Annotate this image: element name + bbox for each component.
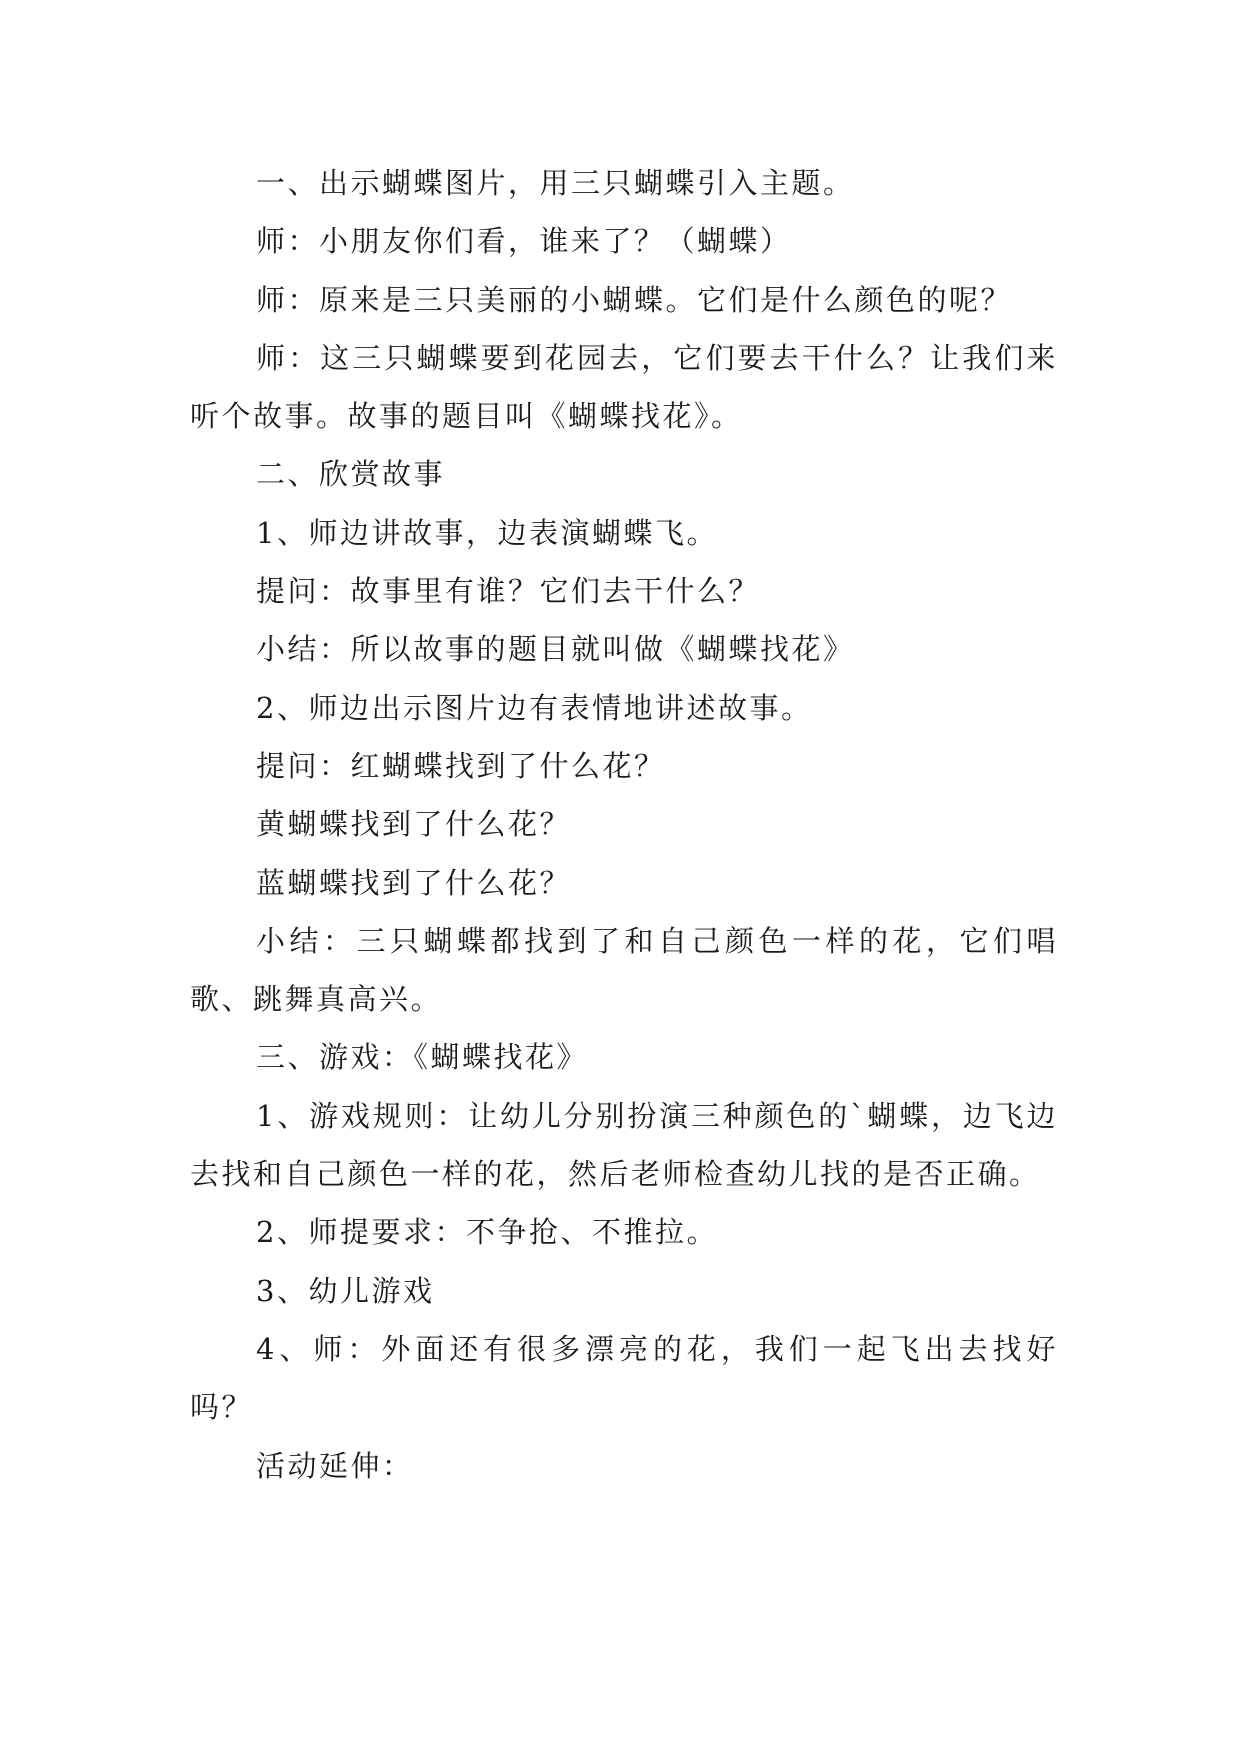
section-heading-game: 三、游戏：《蝴蝶找花》: [256, 1040, 589, 1075]
section-heading-story: 二、欣赏故事: [256, 457, 446, 492]
paragraph: 1、游戏规则：让幼儿分别扮演三种颜色的`蝴蝶，边飞边去找和自己颜色一样的花，然后老师检查幼儿找的是否正确。: [190, 1098, 1058, 1192]
document-body: [190, 154, 1058, 1495]
paragraph: 蓝蝴蝶找到了什么花？: [256, 865, 572, 900]
paragraph: 提问：故事里有谁？它们去干什么？: [256, 574, 761, 609]
paragraph: 提问：红蝴蝶找到了什么花？: [256, 748, 666, 783]
paragraph: 师：小朋友你们看，谁来了？（蝴蝶）: [256, 224, 792, 259]
paragraph: 2、师边出示图片边有表情地讲述故事。: [256, 690, 813, 725]
paragraph: 师：原来是三只美丽的小蝴蝶。它们是什么颜色的呢？: [256, 282, 1013, 317]
paragraph: 小结：三只蝴蝶都找到了和自己颜色一样的花，它们唱歌、跳舞真高兴。: [190, 923, 1058, 1017]
paragraph: 小结：所以故事的题目就叫做《蝴蝶找花》: [256, 632, 855, 667]
section-heading-extension: 活动延伸：: [256, 1448, 414, 1483]
paragraph: 黄蝴蝶找到了什么花？: [256, 807, 572, 842]
paragraph: 1、师边讲故事，边表演蝴蝶飞。: [256, 515, 718, 550]
paragraph: 师：这三只蝴蝶要到花园去，它们要去干什么？让我们来听个故事。故事的题目叫《蝴蝶找花》。: [190, 340, 1058, 434]
paragraph: 2、师提要求：不争抢、不推拉。: [256, 1215, 718, 1250]
paragraph: 3、幼儿游戏: [256, 1273, 435, 1308]
paragraph: 4、师：外面还有很多漂亮的花，我们一起飞出去找好吗？: [190, 1331, 1058, 1425]
section-heading-intro: 一、出示蝴蝶图片，用三只蝴蝶引入主题。: [256, 166, 855, 200]
